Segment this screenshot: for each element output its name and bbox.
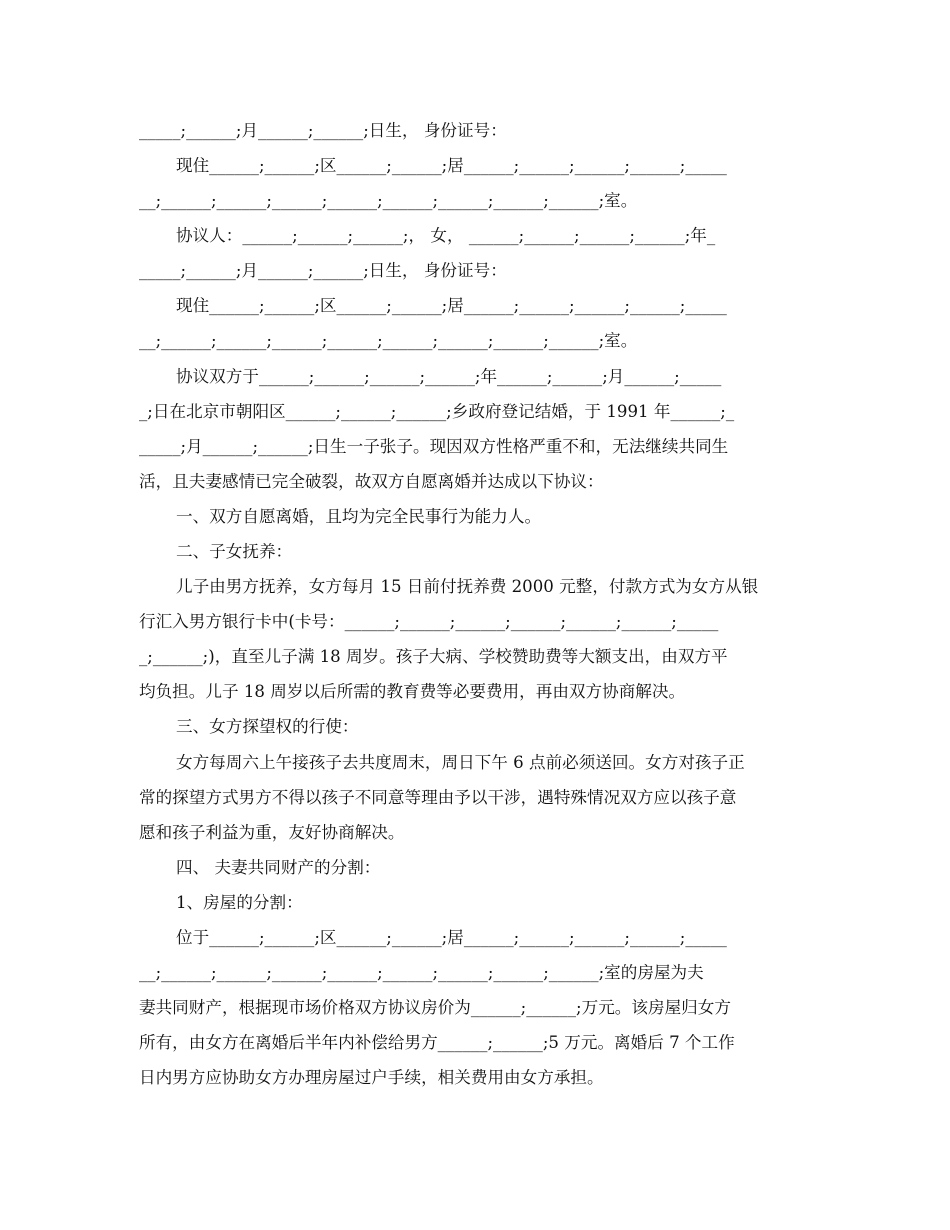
text-line: 一、双方自愿离婚，且均为完全民事行为能力人。	[176, 507, 542, 526]
text-line: 1、房屋的分割：	[176, 893, 303, 912]
text-line: 所有，由女方在离婚后半年内补偿给男方______;______;5 万元。离婚后 7 个工作	[139, 1033, 735, 1052]
text-line: 三、女方探望权的行使：	[176, 717, 359, 736]
text-line: 现住______;______;区______;______;居______;______;______;______;_____	[176, 296, 727, 315]
text-line: 二、子女抚养：	[176, 542, 293, 561]
text-line: 活，且夫妻感情已完全破裂，故双方自愿离婚并达成以下协议：	[139, 472, 604, 491]
text-line: _;______;)，直至儿子满 18 周岁。孩子大病、学校赞助费等大额支出，由双方平	[139, 647, 728, 666]
text-line: _____;______;月______;______;日生， 身份证号：	[139, 261, 507, 280]
text-line: 协议人：______;______;______;， 女， ______;______;______;______;年_	[176, 226, 716, 245]
text-line: 女方每周六上午接孩子去共度周末，周日下午 6 点前必须送回。女方对孩子正	[176, 753, 745, 772]
text-line: _____;______;月______;______;日生， 身份证号：	[139, 121, 507, 140]
text-line: 日内男方应协助女方办理房屋过户手续，相关费用由女方承担。	[139, 1068, 604, 1087]
text-line: 位于______;______;区______;______;居______;______;______;______;_____	[176, 928, 727, 947]
text-line: 愿和孩子利益为重，友好协商解决。	[139, 823, 405, 842]
text-line: _;日在北京市朝阳区______;______;______;乡政府登记结婚，于 1991 年______;_	[139, 402, 735, 421]
text-line: 行汇入男方银行卡中(卡号：______;______;______;______;______;______;_____	[139, 612, 719, 631]
text-line: __;______;______;______;______;______;______;______;______;室的房屋为夫	[139, 963, 704, 982]
text-line: 四、 夫妻共同财产的分割：	[176, 858, 381, 877]
text-line: 儿子由男方抚养，女方每月 15 日前付抚养费 2000 元整，付款方式为女方从银	[176, 577, 759, 596]
text-line: __;______;______;______;______;______;______;______;______;室。	[139, 331, 638, 350]
text-line: 协议双方于______;______;______;______;年______;______;月______;_____	[176, 367, 722, 386]
text-line: 常的探望方式男方不得以孩子不同意等理由予以干涉，遇特殊情况双方应以孩子意	[139, 788, 737, 807]
text-line: 均负担。儿子 18 周岁以后所需的教育费等必要费用，再由双方协商解决。	[139, 682, 686, 701]
text-line: __;______;______;______;______;______;______;______;______;室。	[139, 191, 638, 210]
text-line: 现住______;______;区______;______;居______;______;______;______;_____	[176, 156, 727, 175]
text-line: _____;月______;______;日生一子张子。现因双方性格严重不和，无法继续共同生	[139, 437, 729, 456]
text-line: 妻共同财产，根据现市场价格双方协议房价为______;______;万元。该房屋归女方	[139, 998, 731, 1017]
